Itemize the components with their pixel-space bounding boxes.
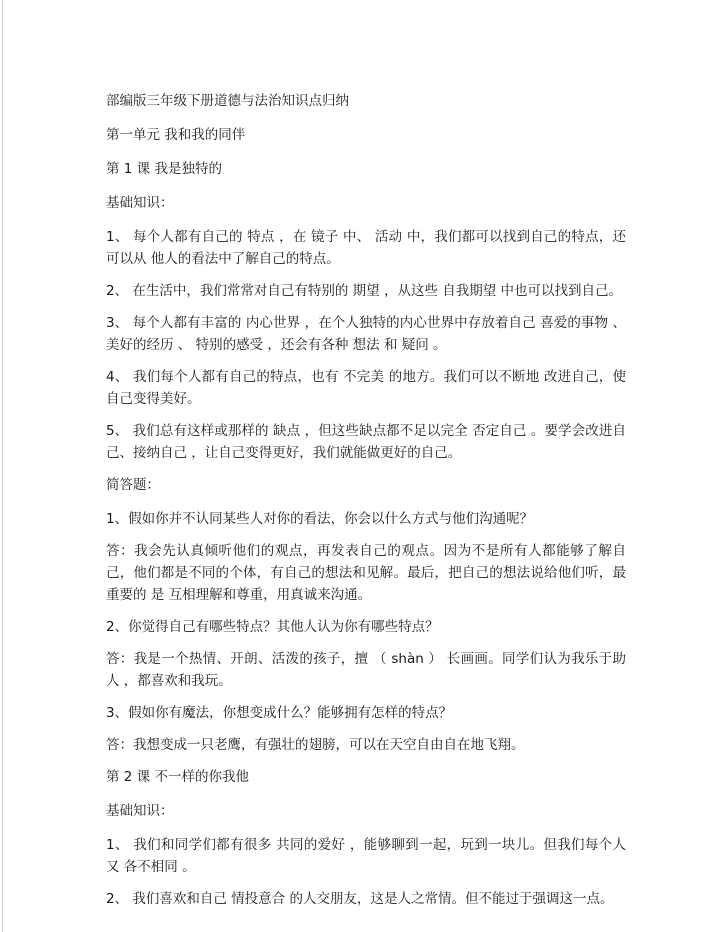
question-1: 1、假如你并不认同某些人对你的看法，你会以什么方式与他们沟通呢？ <box>106 511 534 527</box>
document-title: 部编版三年级下册道德与法治知识点归纳 <box>106 93 349 109</box>
lesson-1-point-1: 1、 每个人都有自己的 特点 ，在 镜子 中、 活动 中，我们都可以找到自己的特点，还可以从 他人的看法中了解自己的特点。 <box>106 229 626 267</box>
lesson-2-point-2: 2、 我们喜欢和自己 情投意合 的人交朋友，这是人之常情。但不能过于强调这一点。 <box>106 891 614 907</box>
question-3: 3、假如你有魔法，你想变成什么？能够拥有怎样的特点？ <box>106 705 453 721</box>
lesson-2-point-1: 1、 我们和同学们都有很多 共同的爱好 ，能够聊到一起，玩到一块儿。但我们每个人又 各不相同 。 <box>106 837 626 875</box>
answer-2: 答：我是一个热情、开朗、活泼的孩子，擅 （ shàn ） 长画画。同学们认为我乐于助人 ，都喜欢和我玩。 <box>106 651 626 689</box>
answer-3: 答：我想变成一只老鹰，有强壮的翅膀，可以在天空自由自在地飞翔。 <box>106 737 525 753</box>
question-2: 2、你觉得自己有哪些特点？其他人认为你有哪些特点？ <box>106 619 439 635</box>
answer-1: 答：我会先认真倾听他们的观点，再发表自己的观点。因为不是所有人都能够了解自己，他们都是不同的个体，有自己的想法和见解。最后，把自己的想法说给他们听，最重要的 是 互相理解和尊重，用真诚来沟通。 <box>106 543 626 603</box>
lesson-1-point-2: 2、 在生活中，我们常常对自己有特别的 期望 ，从这些 自我期望 中也可以找到自己。 <box>106 283 623 299</box>
unit-heading: 第一单元 我和我的同伴 <box>106 127 246 143</box>
lesson-1-point-5: 5、 我们总有这样或那样的 缺点 ，但这些缺点都不足以完全 否定自己 。要学会改进自己、接纳自己 ，让自己变得更好，我们就能做更好的自己。 <box>106 423 626 461</box>
lesson-1-heading: 第 1 课 我是独特的 <box>106 161 222 177</box>
lesson-1-point-3: 3、 每个人都有丰富的 内心世界 ，在个人独特的内心世界中存放着自己 喜爱的事物 、 美好的经历 、 特别的感受 ，还会有各种 想法 和 疑问 。 <box>106 315 626 353</box>
document-body <box>106 90 626 920</box>
lesson-1-point-4: 4、 我们每个人都有自己的特点，也有 不完美 的地方。我们可以不断地 改进自己，使自己变得美好。 <box>106 369 626 407</box>
lesson-2-heading: 第 2 课 不一样的你我他 <box>106 769 249 785</box>
lesson-1-qa-label: 简答题： <box>106 477 160 493</box>
page-edge-line <box>2 0 3 932</box>
lesson-2-basics-label: 基础知识： <box>106 803 174 819</box>
lesson-1-basics-label: 基础知识： <box>106 195 174 211</box>
